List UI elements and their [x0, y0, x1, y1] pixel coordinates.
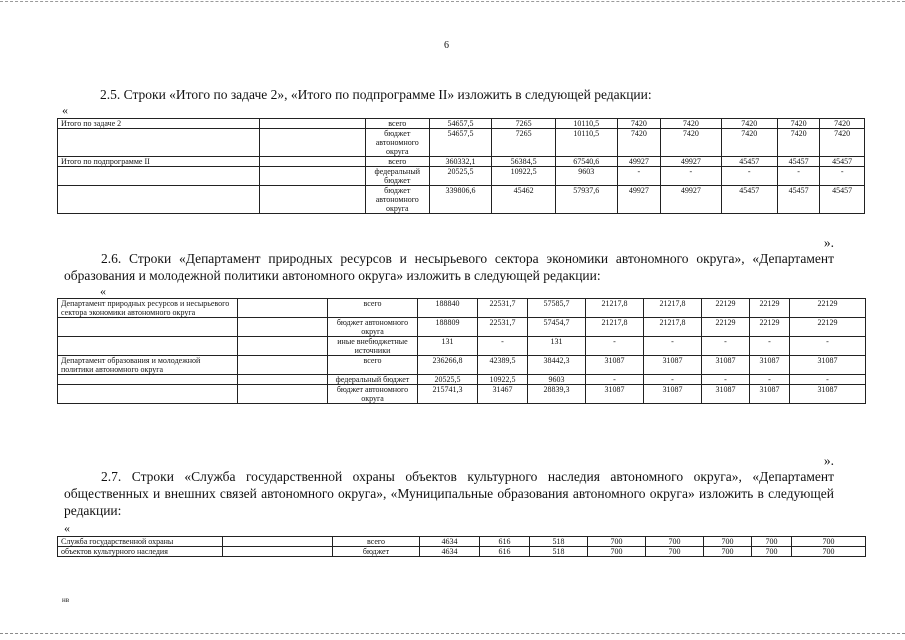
value-cell: 236266,8 — [418, 356, 478, 375]
funding-source-cell: бюджет автономного округа — [365, 186, 429, 214]
value-cell: 21217,8 — [586, 299, 644, 318]
value-cell: 9603 — [528, 375, 586, 385]
row-name-cell — [58, 167, 260, 186]
table-2-6 — [57, 298, 866, 404]
value-cell: 700 — [792, 547, 866, 557]
funding-source-cell: всего — [365, 119, 429, 129]
row-name-cell: Департамент природных ресурсов и несырьевого сектора экономики автономного округа — [58, 299, 238, 318]
value-cell: 10110,5 — [555, 119, 617, 129]
value-cell: 7420 — [617, 119, 661, 129]
funding-source-cell: федеральный бюджет — [365, 167, 429, 186]
value-cell: 22129 — [790, 318, 866, 337]
empty-cell — [259, 167, 365, 186]
table-row — [58, 186, 865, 214]
value-cell: - — [478, 337, 528, 356]
table-2-7 — [57, 536, 866, 557]
empty-cell — [238, 375, 328, 385]
value-cell: 700 — [646, 537, 704, 547]
value-cell: 57585,7 — [528, 299, 586, 318]
value-cell: 4634 — [420, 547, 480, 557]
funding-source-cell: бюджет — [333, 547, 420, 557]
value-cell: 21217,8 — [644, 318, 702, 337]
funding-source-cell: иные внебюджетные источники — [328, 337, 418, 356]
empty-cell — [259, 119, 365, 129]
value-cell: - — [790, 337, 866, 356]
funding-source-cell: бюджет автономного округа — [365, 129, 429, 157]
value-cell: 45457 — [820, 186, 865, 214]
funding-source-cell: всего — [333, 537, 420, 547]
table-row — [58, 547, 866, 557]
value-cell: 56384,5 — [492, 157, 556, 167]
value-cell: 20525,5 — [429, 167, 492, 186]
value-cell: - — [750, 375, 790, 385]
value-cell: 45462 — [492, 186, 556, 214]
value-cell: - — [617, 167, 661, 186]
value-cell: 518 — [530, 537, 588, 547]
value-cell: 54657,5 — [429, 119, 492, 129]
value-cell: - — [820, 167, 865, 186]
value-cell: 188809 — [418, 318, 478, 337]
value-cell: 45457 — [777, 157, 819, 167]
value-cell: 31087 — [750, 385, 790, 404]
value-cell: 10110,5 — [555, 129, 617, 157]
value-cell: 38442,3 — [528, 356, 586, 375]
value-cell: 518 — [530, 547, 588, 557]
value-cell: 7420 — [820, 129, 865, 157]
open-quote: « — [100, 284, 106, 298]
empty-cell — [259, 186, 365, 214]
row-name-cell: Служба государственной охраны — [58, 537, 223, 547]
table-row — [58, 337, 866, 356]
value-cell: 7420 — [777, 129, 819, 157]
open-quote: « — [62, 103, 68, 117]
value-cell: 31467 — [478, 385, 528, 404]
empty-cell — [238, 356, 328, 375]
row-name-cell: Департамент образования и молодежной политики автономного округа — [58, 356, 238, 375]
value-cell: 7420 — [721, 129, 777, 157]
table-row — [58, 129, 865, 157]
value-cell: 700 — [704, 547, 752, 557]
value-cell: 10922,5 — [492, 167, 556, 186]
table-row — [58, 375, 866, 385]
value-cell: 31087 — [702, 356, 750, 375]
section-2-5-text: 2.5. Строки «Итого по задаче 2», «Итого по подпрограмме II» изложить в следующей редакции: — [100, 87, 652, 102]
funding-source-cell: всего — [328, 299, 418, 318]
value-cell: 131 — [418, 337, 478, 356]
empty-cell — [238, 299, 328, 318]
close-quote-2-5: ». — [823, 235, 834, 250]
value-cell: 7420 — [617, 129, 661, 157]
funding-source-cell: бюджет автономного округа — [328, 385, 418, 404]
value-cell: 31087 — [586, 356, 644, 375]
funding-source-cell: всего — [365, 157, 429, 167]
value-cell: 45457 — [777, 186, 819, 214]
value-cell: 360332,1 — [429, 157, 492, 167]
value-cell: 45457 — [721, 186, 777, 214]
row-name-cell — [58, 375, 238, 385]
value-cell: - — [750, 337, 790, 356]
value-cell: 700 — [588, 537, 646, 547]
value-cell: 21217,8 — [586, 318, 644, 337]
empty-cell — [238, 385, 328, 404]
value-cell: 31087 — [790, 356, 866, 375]
row-name-cell: Итого по подпрограмме II — [58, 157, 260, 167]
table-2-5 — [57, 118, 865, 214]
value-cell: 7420 — [661, 129, 722, 157]
value-cell: - — [661, 167, 722, 186]
value-cell: 45457 — [820, 157, 865, 167]
funding-source-cell: всего — [328, 356, 418, 375]
value-cell: 131 — [528, 337, 586, 356]
empty-cell — [223, 537, 333, 547]
value-cell: 215741,3 — [418, 385, 478, 404]
close-quote-2-6: ». — [823, 453, 834, 468]
value-cell: 7420 — [820, 119, 865, 129]
row-name-cell — [58, 337, 238, 356]
table-row — [58, 119, 865, 129]
funding-source-cell: федеральный бюджет — [328, 375, 418, 385]
section-2-7-text: 2.7. Строки «Служба государственной охраны объектов культурного наследия автономного округа», «Департамент общественных и внешних связей автономного округа», «Муниципальные образования автономного округа» изложить в следующей редакции: — [64, 469, 834, 518]
value-cell: 22531,7 — [478, 299, 528, 318]
value-cell: 20525,5 — [418, 375, 478, 385]
page-number: 6 — [444, 40, 449, 51]
value-cell: 57454,7 — [528, 318, 586, 337]
value-cell: 10922,5 — [478, 375, 528, 385]
value-cell: 57937,6 — [555, 186, 617, 214]
value-cell: - — [702, 375, 750, 385]
row-name-cell — [58, 129, 260, 157]
value-cell: 700 — [752, 547, 792, 557]
value-cell: 616 — [480, 537, 530, 547]
value-cell: 54657,5 — [429, 129, 492, 157]
value-cell: 31087 — [644, 385, 702, 404]
value-cell: 700 — [646, 547, 704, 557]
value-cell: 22129 — [750, 318, 790, 337]
value-cell: 22129 — [790, 299, 866, 318]
empty-cell — [259, 129, 365, 157]
value-cell: - — [702, 337, 750, 356]
table-row — [58, 157, 865, 167]
footer-note: нв — [62, 596, 70, 604]
value-cell: - — [721, 167, 777, 186]
row-name-cell: объектов культурного наследия — [58, 547, 223, 557]
value-cell: 7420 — [777, 119, 819, 129]
value-cell: 22129 — [702, 299, 750, 318]
row-name-cell: Итого по задаче 2 — [58, 119, 260, 129]
value-cell: 42389,5 — [478, 356, 528, 375]
scan-edge-bottom — [0, 633, 905, 634]
value-cell: 9603 — [555, 167, 617, 186]
table-row — [58, 356, 866, 375]
value-cell: 700 — [588, 547, 646, 557]
row-name-cell — [58, 318, 238, 337]
value-cell: 21217,8 — [644, 299, 702, 318]
value-cell: 7265 — [492, 119, 556, 129]
value-cell: 31087 — [750, 356, 790, 375]
value-cell: 7420 — [661, 119, 722, 129]
value-cell: 22129 — [750, 299, 790, 318]
value-cell: 700 — [792, 537, 866, 547]
value-cell: 616 — [480, 547, 530, 557]
funding-source-cell: бюджет автономного округа — [328, 318, 418, 337]
value-cell: 339806,6 — [429, 186, 492, 214]
table-row — [58, 318, 866, 337]
value-cell: 22129 — [702, 318, 750, 337]
empty-cell — [223, 547, 333, 557]
value-cell: - — [644, 337, 702, 356]
value-cell: - — [790, 375, 866, 385]
value-cell: 49927 — [661, 157, 722, 167]
value-cell: 31087 — [586, 385, 644, 404]
value-cell: 4634 — [420, 537, 480, 547]
scan-edge-top — [0, 1, 905, 2]
open-quote: « — [64, 521, 70, 535]
value-cell: 700 — [752, 537, 792, 547]
value-cell: - — [586, 337, 644, 356]
empty-cell — [238, 337, 328, 356]
value-cell: 31087 — [702, 385, 750, 404]
table-row — [58, 167, 865, 186]
table-row — [58, 299, 866, 318]
value-cell: 31087 — [644, 356, 702, 375]
value-cell: 31087 — [790, 385, 866, 404]
section-2-6-text: 2.6. Строки «Департамент природных ресурсов и несырьевого сектора экономики автономного округа», «Департамент образования и молодежной политики автономного округа» изложить в следующей редакции: — [64, 251, 834, 283]
value-cell: 7265 — [492, 129, 556, 157]
table-row — [58, 537, 866, 547]
value-cell: - — [644, 375, 702, 385]
value-cell: 49927 — [661, 186, 722, 214]
value-cell: 45457 — [721, 157, 777, 167]
value-cell: 67540,6 — [555, 157, 617, 167]
empty-cell — [259, 157, 365, 167]
value-cell: 49927 — [617, 186, 661, 214]
empty-cell — [238, 318, 328, 337]
value-cell: 188840 — [418, 299, 478, 318]
value-cell: 28839,3 — [528, 385, 586, 404]
row-name-cell — [58, 385, 238, 404]
row-name-cell — [58, 186, 260, 214]
value-cell: 22531,7 — [478, 318, 528, 337]
value-cell: 49927 — [617, 157, 661, 167]
table-row — [58, 385, 866, 404]
value-cell: 700 — [704, 537, 752, 547]
value-cell: - — [586, 375, 644, 385]
value-cell: 7420 — [721, 119, 777, 129]
value-cell: - — [777, 167, 819, 186]
